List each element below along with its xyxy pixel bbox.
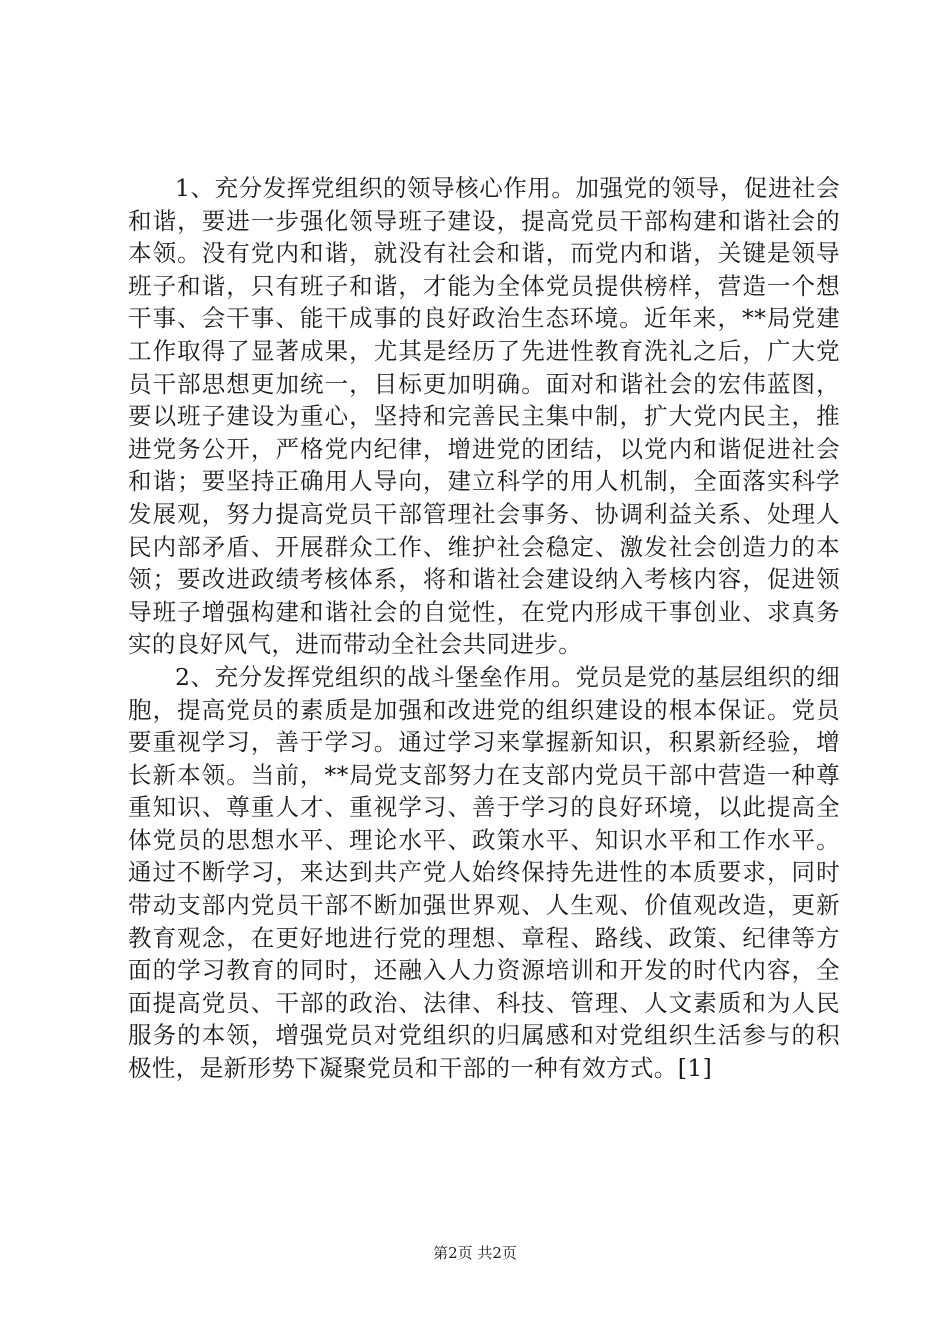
paragraph-2: 2、充分发挥党组织的战斗堡垒作用。党员是党的基层组织的细胞，提高党员的素质是加强和改进党的组织建设的根本保证。党员要重视学习，善于学习。通过学习来掌握新知识，积累新经验，增长新本领。当前，**局党支部努力在支部内党员干部中营造一种尊重知识、尊重人才、重视学习、善于学习的良好环境，以此提高全体党员的思想水平、理论水平、政策水平、知识水平和工作水平。通过不断学习，来达到共产党人始终保持先进性的本质要求，同时带动支部内党员干部不断加强世界观、人生观、价值观改造，更新教育观念，在更好地进行党的理想、章程、路线、政策、纪律等方面的学习教育的同时，还融入人力资源培训和开发的时代内容，全面提高党员、干部的政治、法律、科技、管理、人文素质和为人民服务的本领，增强党员对党组织的归属感和对党组织生活参与的积极性，是新形势下凝聚党员和干部的一种有效方式。[1] <box>128 662 840 1083</box>
paragraph-1: 1、充分发挥党组织的领导核心作用。加强党的领导，促进社会和谐，要进一步强化领导班子建设，提高党员干部构建和谐社会的本领。没有党内和谐，就没有社会和谐，而党内和谐，关键是领导班子和谐，只有班子和谐，才能为全体党员提供榜样，营造一个想干事、会干事、能干成事的良好政治生态环境。近年来，**局党建工作取得了显著成果，尤其是经历了先进性教育洗礼之后，广大党员干部思想更加统一，目标更加明确。面对和谐社会的宏伟蓝图，要以班子建设为重心，坚持和完善民主集中制，扩大党内民主，推进党务公开，严格党内纪律，增进党的团结，以党内和谐促进社会和谐；要坚持正确用人导向，建立科学的用人机制，全面落实科学发展观，努力提高党员干部管理社会事务、协调利益关系、处理人民内部矛盾、开展群众工作、维护社会稳定、激发社会创造力的本领；要改进政绩考核体系，将和谐社会建设纳入考核内容，促进领导班子增强构建和谐社会的自觉性，在党内形成干事创业、求真务实的良好风气，进而带动全社会共同进步。 <box>128 174 840 659</box>
page-number-footer: 第2页 共2页 <box>433 1244 517 1262</box>
document-body <box>128 172 840 1085</box>
